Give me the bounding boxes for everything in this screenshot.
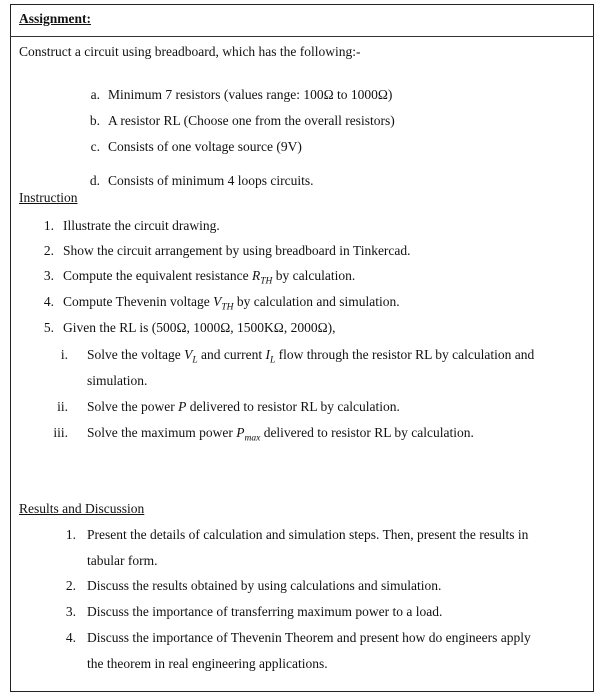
result-continuation: the theorem in real engineering applications. — [87, 656, 328, 671]
requirement-item: Consists of one voltage source (9V) — [108, 139, 302, 154]
result-marker: 4. — [65, 630, 76, 645]
math-symbol: P — [236, 425, 245, 440]
result-item: Discuss the importance of Thevenin Theorem and present how do engineers apply — [87, 630, 531, 645]
result-item: Discuss the importance of transferring maximum power to a load. — [87, 604, 443, 619]
instruction-item: Given the RL is (500Ω, 1000Ω, 1500KΩ, 2000Ω), — [63, 320, 336, 335]
subitem-continuation: simulation. — [87, 373, 148, 388]
results-heading: Results and Discussion — [19, 501, 145, 516]
math-symbol: V — [213, 294, 222, 309]
instruction-item: Show the circuit arrangement by using breadboard in Tinkercad. — [63, 243, 411, 258]
intro-text: Construct a circuit using breadboard, which has the following:- — [19, 44, 361, 59]
requirement-item: Consists of minimum 4 loops circuits. — [108, 173, 314, 188]
math-symbol: I — [265, 347, 270, 362]
requirement-marker: d. — [89, 173, 100, 188]
requirement-marker: a. — [90, 87, 100, 102]
result-item: Present the details of calculation and simulation steps. Then, present the results in — [87, 527, 529, 542]
subitem-marker: iii. — [53, 425, 68, 440]
instruction-marker: 5. — [43, 320, 54, 335]
subitem-marker: ii. — [57, 399, 68, 414]
math-symbol: V — [184, 347, 193, 362]
subitem-text: Solve the maximum power $P_{max}$ delivered to resistor RL by calculation. — [87, 425, 474, 444]
heading-divider — [10, 36, 594, 37]
requirement-marker: c. — [90, 139, 100, 154]
math-symbol: P — [178, 399, 187, 414]
instruction-item: Compute Thevenin voltage $V_{TH}$ by calculation and simulation. — [63, 294, 400, 313]
subitem-marker: i. — [60, 347, 68, 362]
result-item: Discuss the results obtained by using calculations and simulation. — [87, 578, 442, 593]
instruction-item: Compute the equivalent resistance $R_{TH}$ by calculation. — [63, 268, 356, 287]
instruction-heading: Instruction — [19, 190, 78, 205]
requirement-item: A resistor RL (Choose one from the overall resistors) — [108, 113, 395, 128]
instruction-item: Illustrate the circuit drawing. — [63, 218, 220, 233]
instruction-marker: 2. — [43, 243, 54, 258]
subitem-text: Solve the voltage $V_L$ and current $I_L$ flow through the resistor RL by calculation and — [87, 347, 535, 366]
assignment-heading: Assignment: — [19, 11, 92, 26]
instruction-marker: 4. — [43, 294, 54, 309]
instruction-marker: 3. — [43, 268, 54, 283]
instruction-marker: 1. — [43, 218, 54, 233]
result-marker: 3. — [65, 604, 76, 619]
result-marker: 1. — [65, 527, 76, 542]
math-symbol: R — [251, 268, 261, 283]
requirement-marker: b. — [89, 113, 100, 128]
subitem-text: Solve the power P delivered to resistor RL by calculation. — [87, 399, 400, 414]
result-marker: 2. — [65, 578, 76, 593]
result-continuation: tabular form. — [87, 553, 158, 568]
requirement-item: Minimum 7 resistors (values range: 100Ω to 1000Ω) — [108, 87, 393, 102]
